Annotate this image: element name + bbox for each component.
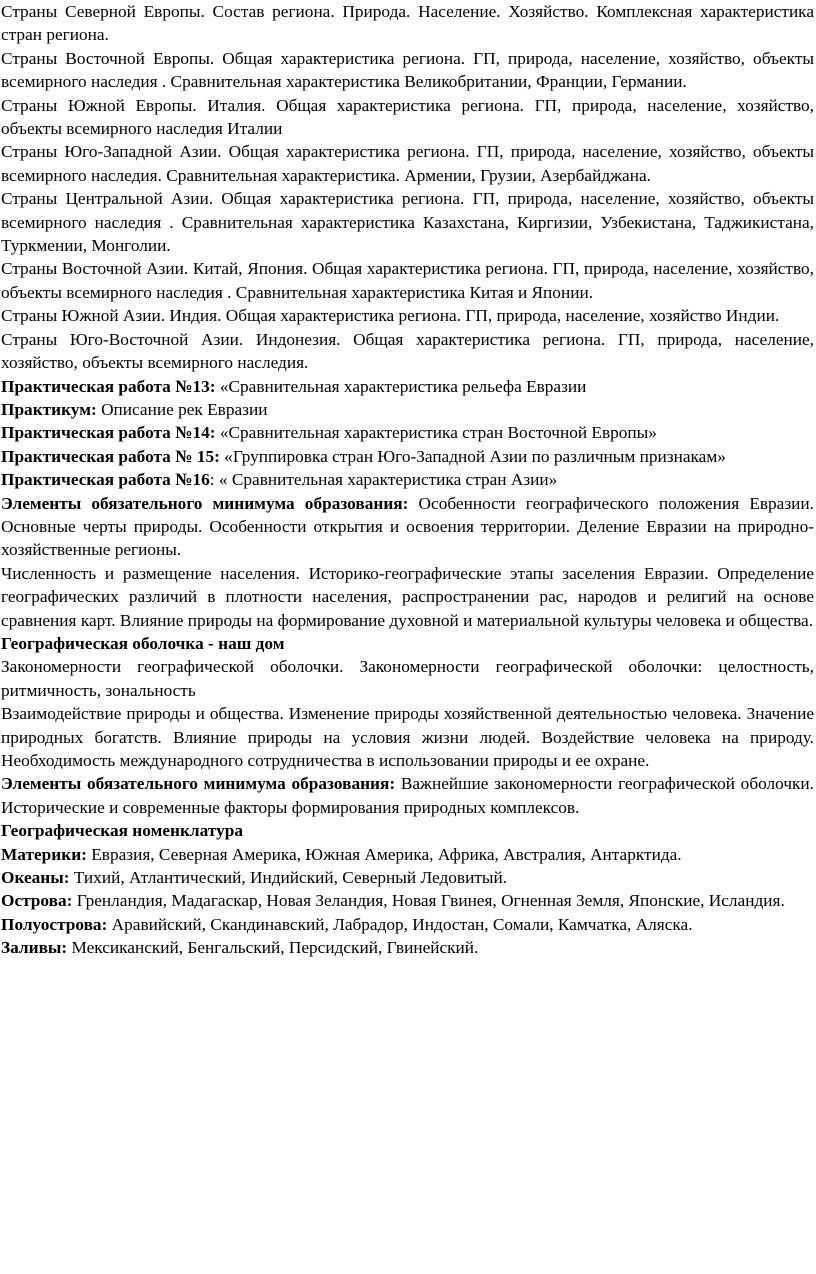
- practical-work-15: [1, 445, 814, 468]
- minimum-education-elements-1: [1, 492, 814, 562]
- nomenclature-continents: [1, 843, 814, 866]
- region-paragraph-southern-europe: Страны Южной Европы. Италия. Общая характеристика региона. ГП, природа, население, хозяйство, объекты всемирного наследия Италии: [1, 95, 814, 139]
- practical-work-label: Практическая работа №14:: [1, 423, 216, 443]
- nomenclature-text: Тихий, Атлантический, Индийский, Северный Ледовитый.: [69, 868, 508, 888]
- region-paragraph-east-asia: Страны Восточной Азии. Китай, Япония. Общая характеристика региона. ГП, природа, население, хозяйство, объекты всемирного наследия . Сравнительная характеристика Китая и Японии.: [1, 259, 814, 302]
- nomenclature-islands: [1, 889, 814, 912]
- nomenclature-label: Материки:: [1, 844, 87, 864]
- section-heading-nomenclature: Географическая номенклатура: [1, 821, 243, 841]
- minimum-label: Элементы обязательного минимума образования:: [1, 493, 409, 513]
- nomenclature-peninsulas: [1, 913, 814, 936]
- nomenclature-gulfs: [1, 936, 814, 959]
- nomenclature-text: Гренландия, Мадагаскар, Новая Зеландия, Новая Гвинея, Огненная Земля, Японские, Исландия.: [72, 891, 785, 911]
- practical-work-text: «Сравнительная характеристика рельефа Евразии: [215, 376, 587, 396]
- practical-work-text: «Группировка стран Юго-Западной Азии по различным признакам»: [219, 446, 726, 466]
- practicum: [1, 398, 814, 421]
- section-paragraph: Закономерности географической оболочки. Закономерности географической оболочки: целостность, ритмичность, зональность: [1, 657, 814, 700]
- nomenclature-text: Аравийский, Скандинавский, Лабрадор, Индостан, Сомали, Камчатка, Аляска.: [107, 914, 693, 934]
- practical-work-16: [1, 468, 814, 491]
- practical-work-label: Практическая работа №16: [1, 470, 210, 490]
- practical-work-text: : « Сравнительная характеристика стран Азии»: [209, 470, 558, 490]
- region-paragraph-southeast-asia: Страны Юго-Восточной Азии. Индонезия. Общая характеристика региона. ГП, природа, население, хозяйство, объекты всемирного наследия.: [1, 329, 814, 373]
- minimum-text: Важнейшие закономерности географической оболочки. Исторические и современные факторы формирования природных комплексов.: [1, 774, 814, 817]
- practical-work-13: [1, 375, 814, 398]
- nomenclature-label: Заливы:: [1, 938, 68, 958]
- practical-work-text: Описание рек Евразии: [96, 399, 268, 419]
- region-paragraph-southwest-asia: Страны Юго-Западной Азии. Общая характеристика региона. ГП, природа, население, хозяйство, объекты всемирного наследия. Сравнительная характеристика. Армении, Грузии, Азербайджана.: [1, 142, 814, 185]
- minimum-text: Особенности географического положения Евразии. Основные черты природы. Особенности открытия и освоения территории. Деление Евразии на природно-хозяйственные регионы.: [1, 493, 814, 560]
- population-paragraph: Численность и размещение населения. Историко-географические этапы заселения Евразии. Определение географических различий в плотности населения, распространении рас, народов и религий на основе сравнения карт. Влияние природы на формирование духовной и материальной культуры человека и общества.: [1, 563, 814, 630]
- section-paragraph: Взаимодействие природы и общества. Изменение природы хозяйственной деятельностью человека. Значение природных богатств. Влияние природы на условия жизни людей. Воздействие человека на природу. Необходимость международного сотрудничества в использовании природы и ее охране.: [1, 704, 814, 770]
- minimum-education-elements-2: [1, 772, 814, 819]
- nomenclature-text: Мексиканский, Бенгальский, Персидский, Гвинейский.: [67, 938, 479, 958]
- practical-work-label: Практическая работа №13:: [1, 376, 216, 396]
- region-paragraph-south-asia: Страны Южной Азии. Индия. Общая характеристика региона. ГП, природа, население, хозяйство Индии.: [1, 306, 780, 326]
- nomenclature-label: Океаны:: [1, 868, 70, 888]
- minimum-label: Элементы обязательного минимума образования:: [1, 774, 396, 794]
- practical-work-label: Практическая работа № 15:: [1, 446, 220, 466]
- practical-work-label: Практикум:: [1, 399, 97, 419]
- nomenclature-text: Евразия, Северная Америка, Южная Америка, Африка, Австралия, Антарктида.: [86, 844, 682, 864]
- region-paragraph-central-asia: Страны Центральной Азии. Общая характеристика региона. ГП, природа, население, хозяйство, объекты всемирного наследия . Сравнительная характеристика Казахстана, Киргизии, Узбекистана, Таджикистана, Туркмении, Монголии.: [1, 189, 814, 256]
- region-paragraph-northern-europe: Страны Северной Европы. Состав региона. Природа. Население. Хозяйство. Комплексная характеристика стран региона.: [1, 2, 814, 45]
- nomenclature-oceans: [1, 866, 814, 889]
- nomenclature-label: Острова:: [1, 891, 73, 911]
- practical-work-text: «Сравнительная характеристика стран Восточной Европы»: [215, 423, 657, 443]
- section-heading-geographic-envelope: Географическая оболочка - наш дом: [1, 633, 285, 653]
- nomenclature-label: Полуострова:: [1, 914, 108, 934]
- region-paragraph-eastern-europe: Страны Восточной Европы. Общая характеристика региона. ГП, природа, население, хозяйство, объекты всемирного наследия . Сравнительная характеристика Великобритании, Франции, Германии.: [1, 48, 814, 92]
- practical-work-14: [1, 421, 814, 444]
